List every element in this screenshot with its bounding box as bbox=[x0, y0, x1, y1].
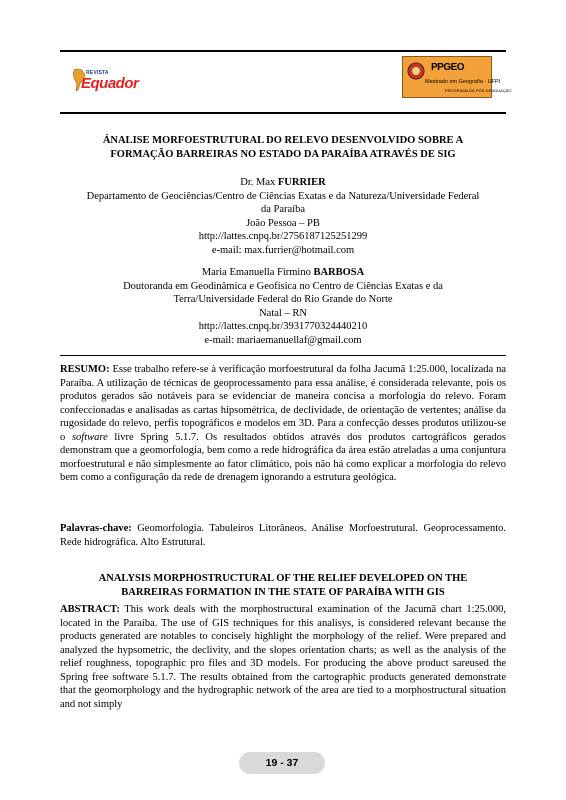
resumo-text-italic: software bbox=[71, 431, 108, 443]
page-number-badge: 19 - 37 bbox=[239, 752, 325, 774]
author-2-affiliation-1: Doutoranda em Geodinâmica e Geofísica no Centro de Ciências Exatas e da bbox=[123, 280, 443, 292]
author-1-name-prefix: Dr. Max bbox=[240, 177, 278, 188]
keywords-label: Palavras-chave: bbox=[60, 523, 132, 534]
logo-left-top-text: REVISTA bbox=[86, 70, 109, 76]
author-1-name bbox=[60, 176, 506, 190]
author-1-affiliation-2: da Paraíba bbox=[260, 204, 306, 215]
ppgeo-main-text: PPGEO bbox=[431, 62, 465, 73]
title-en-line-2: BARREIRAS FORMATION IN THE STATE OF PARAÍBA WITH GIS bbox=[121, 587, 445, 598]
author-1-surname: FURRIER bbox=[277, 177, 326, 188]
title-pt-line-1: ÁNALISE MORFOESTRUTURAL DO RELEVO DESENVOLVIDO SOBRE A bbox=[102, 135, 464, 146]
author-1-affiliation-1: Departamento de Geociências/Centro de Ciências Exatas e da Natureza/Universidade Federal bbox=[86, 190, 480, 202]
article-title-pt bbox=[60, 134, 506, 162]
ppgeo-sub-text: Mestrado em Geografia - UFPI bbox=[425, 79, 501, 85]
keywords-paragraph bbox=[60, 522, 506, 549]
ppgeo-small-text: PROGRAMA DE PÓS-GRADUAÇÃO bbox=[445, 88, 512, 93]
abstract-text: This work deals with the morphostructural examination of the Jacumã chart 1:25.000, located in the Paraíba. The use of GIS techniques for this analisys, is considered relevant because the products generated are notables to concisely highlight the morphology of the relief. Were prepared and analyzed the hypsometric, the declivity, and the slopes orientation charts; as well as the analysis of the relief roughness, topographic pro files and 3D models. For producing the above product sareused the Spring free software 5.1.7. The results obtained from the cartographic products generated demonstrate that the geomorphology and the hydrographic network of the area are tied to a morphostructural situation and not simply bbox=[60, 604, 506, 710]
title-en-line-1: ANALYSIS MORPHOSTRUCTURAL OF THE RELIEF DEVELOPED ON THE bbox=[98, 573, 468, 584]
author-2-block bbox=[60, 266, 506, 347]
revista-equador-logo bbox=[72, 68, 144, 94]
abstract-paragraph bbox=[60, 603, 506, 711]
header-top-rule bbox=[60, 50, 506, 52]
header-bottom-rule bbox=[60, 112, 506, 114]
resumo-text-2: livre Spring 5.1.7. Os resultados obtidos através dos produtos cartográficos gerados demonstram que a geomorfologia, bem como a rede hidrográfica da área estão atreladas a uma conjuntura morfoestrutural e não simplesmente ao fator climático, pois não há como explicar a morfologia do relevo bem como a configuração da rede de drenagem ignorando a estrutura geológica. bbox=[60, 431, 506, 483]
author-2-email[interactable]: e-mail: mariaemanuellaf@gmail.com bbox=[204, 334, 362, 346]
article-title-en bbox=[60, 572, 506, 600]
author-2-location: Natal – RN bbox=[259, 307, 307, 319]
author-2-lattes-link[interactable]: http://lattes.cnpq.br/3931770324440210 bbox=[198, 321, 368, 332]
resumo-label: RESUMO: bbox=[60, 364, 110, 375]
resumo-paragraph bbox=[60, 363, 506, 485]
ppgeo-logo bbox=[402, 56, 512, 98]
section-rule bbox=[60, 355, 506, 356]
author-2-name bbox=[60, 266, 506, 280]
author-1-location: João Pessoa – PB bbox=[246, 217, 320, 229]
author-1-email[interactable]: e-mail: max.furrier@hotmail.com bbox=[211, 244, 355, 256]
ppgeo-emblem-icon bbox=[406, 61, 426, 81]
author-1-lattes-link[interactable]: http://lattes.cnpq.br/2756187125251299 bbox=[198, 231, 368, 242]
author-2-surname: BARBOSA bbox=[313, 267, 365, 278]
author-2-name-prefix: Maria Emanuella Firmino bbox=[201, 267, 314, 278]
author-2-affiliation-2: Terra/Universidade Federal do Rio Grande do Norte bbox=[173, 294, 393, 305]
title-pt-line-2: FORMAÇÃO BARREIRAS NO ESTADO DA PARAÍBA ATRAVÉS DE SIG bbox=[110, 149, 456, 160]
resumo-text-1: Esse trabalho refere-se à verificação morfoestrutural da folha Jacumã 1:25.000, localizada na Paraíba. A utilização de técnicas de geoprocessamento para essa análise, é considerada relevante, pois os produtos gerados são notáveis para se evidenciar de maneira concisa a morfologia do relevo. Foram confeccionadas e analisadas as cartas hipsométrica, de declividade, de orientação de vertentes; análise da rugosidade do relevo, perfis topográficos e modelos em 3D. Para a confecção desses produtos utilizou-se o bbox=[60, 364, 506, 443]
keywords-text: Geomorfologia. Tabuleiros Litorâneos. Análise Morfoestrutural. Geoprocessamento. Rede hidrográfica. Alto Estrutural. bbox=[60, 523, 506, 548]
logo-left-main-text: Equador bbox=[81, 75, 139, 92]
author-1-block bbox=[60, 176, 506, 257]
abstract-label: ABSTRACT: bbox=[60, 604, 120, 615]
